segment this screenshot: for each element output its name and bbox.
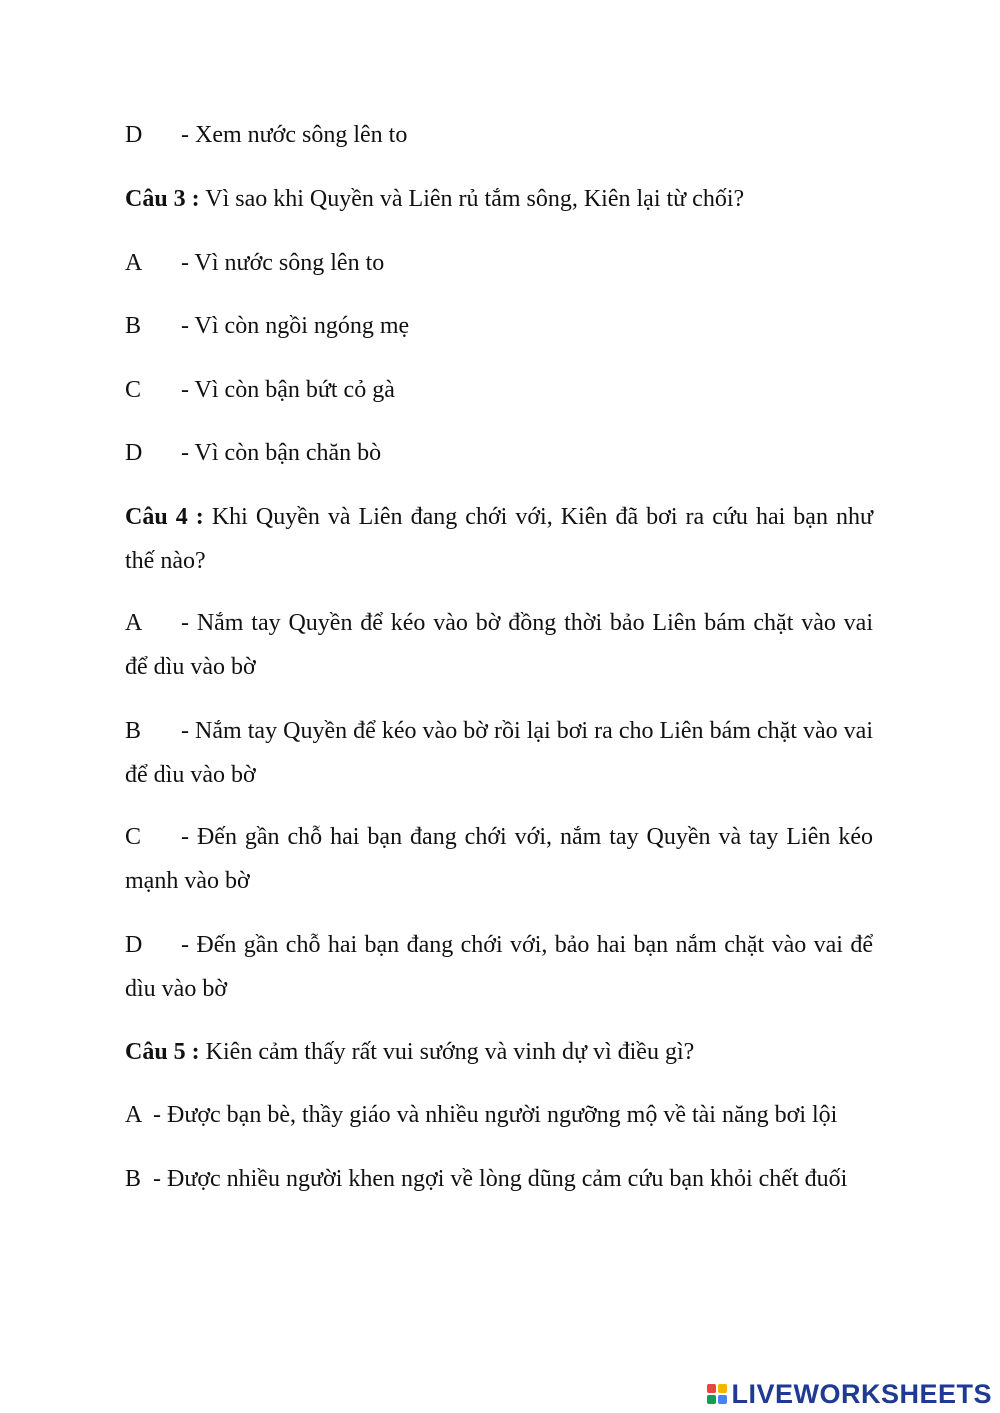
question-label: Câu 4 : — [125, 504, 204, 530]
logo-icon — [707, 1384, 727, 1404]
option-text: - Xem nước sông lên to — [181, 122, 408, 148]
q5-option-b — [125, 1157, 873, 1201]
option-text: - Vì còn bận bứt cỏ gà — [181, 377, 395, 403]
question-5 — [125, 1030, 873, 1074]
option-text: - Nắm tay Quyền để kéo vào bờ rồi lại bơi ra cho Liên bám chặt vào vai để dìu vào bờ — [125, 718, 873, 788]
option-letter: B — [125, 1166, 142, 1192]
option-text: - Đến gần chỗ hai bạn đang chới với, bảo hai bạn nắm chặt vào vai để dìu vào bờ — [125, 932, 873, 1002]
option-text: - Vì nước sông lên to — [181, 250, 385, 276]
question-label: Câu 3 : — [125, 186, 200, 212]
option-letter: C — [125, 824, 142, 850]
question-text: Kiên cảm thấy rất vui sướng và vinh dự vì điều gì? — [205, 1039, 695, 1065]
q4-option-a — [125, 601, 873, 689]
liveworksheets-logo — [707, 1377, 992, 1411]
q4-option-c — [125, 815, 873, 903]
logo-text: LIVEWORKSHEETS — [731, 1378, 992, 1409]
option-text: - Được bạn bè, thầy giáo và nhiều người ngưỡng mộ về tài năng bơi lội — [153, 1102, 838, 1128]
q3-option-b — [125, 304, 873, 348]
option-letter: D — [125, 932, 143, 958]
option-letter: A — [125, 610, 143, 636]
option-text: - Đến gần chỗ hai bạn đang chới với, nắm tay Quyền và tay Liên kéo mạnh vào bờ — [125, 824, 873, 894]
option-letter: D — [125, 122, 143, 148]
option-letter: B — [125, 718, 142, 744]
option-top-d — [125, 113, 873, 157]
question-text: Vì sao khi Quyền và Liên rủ tắm sông, Kiên lại từ chối? — [205, 186, 745, 212]
q5-option-a — [125, 1093, 873, 1137]
option-letter: A — [125, 1102, 143, 1128]
option-letter: A — [125, 250, 143, 276]
option-letter: C — [125, 377, 142, 403]
q4-option-d — [125, 923, 873, 1011]
option-text: - Nắm tay Quyền để kéo vào bờ đồng thời bảo Liên bám chặt vào vai để dìu vào bờ — [125, 610, 873, 680]
option-letter: D — [125, 440, 143, 466]
q3-option-d — [125, 431, 873, 475]
question-3 — [125, 177, 873, 221]
option-letter: B — [125, 313, 142, 339]
question-text: Khi Quyền và Liên đang chới với, Kiên đã bơi ra cứu hai bạn như thế nào? — [125, 504, 874, 574]
option-text: - Được nhiều người khen ngợi về lòng dũng cảm cứu bạn khỏi chết đuối — [153, 1166, 848, 1192]
question-4 — [125, 495, 873, 583]
q3-option-c — [125, 368, 873, 412]
question-label: Câu 5 : — [125, 1039, 200, 1065]
option-text: - Vì còn bận chăn bò — [181, 440, 382, 466]
q4-option-b — [125, 709, 873, 797]
option-text: - Vì còn ngồi ngóng mẹ — [181, 313, 410, 339]
q3-option-a — [125, 241, 873, 285]
